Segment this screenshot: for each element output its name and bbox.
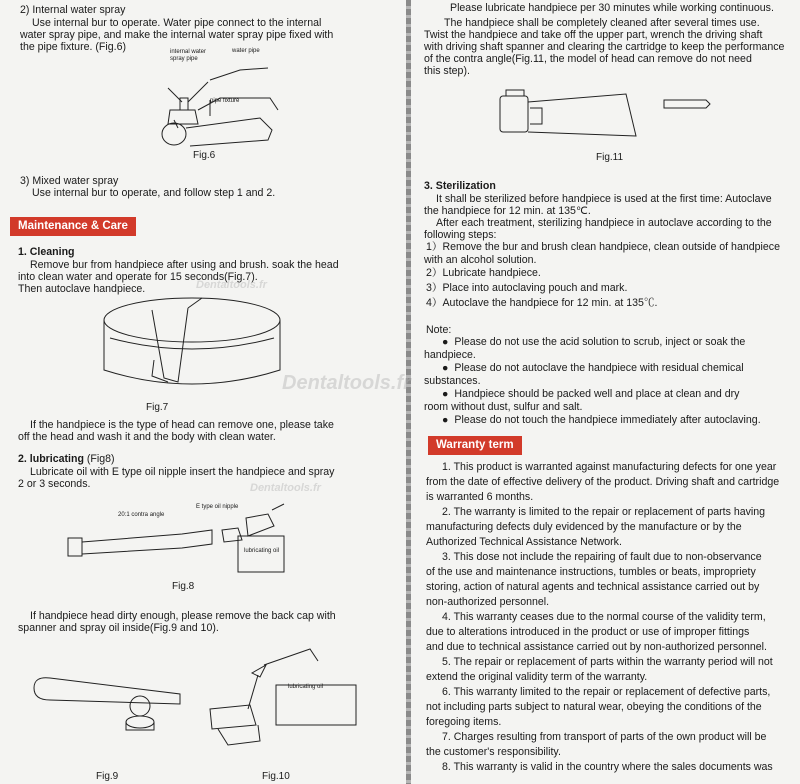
dirty-line: spanner and spray oil inside(Fig.9 and 10). (18, 622, 219, 634)
note-line: room without dust, sulfur and salt. (424, 401, 583, 413)
watermark-large: Dentaltools.fr (282, 372, 411, 394)
fig8-label-angle: 20:1 contra angle (118, 512, 165, 518)
fig6-label-internal: internal water (170, 49, 207, 55)
warranty-line: from the date of effective delivery of the product. Driving shaft and cartridge (426, 476, 780, 488)
step3-title: 3) Mixed water spray (20, 175, 119, 187)
fig11-illustration (496, 88, 726, 144)
fig11-caption: Fig.11 (596, 152, 624, 163)
warranty-line: 5. The repair or replacement of parts within the warranty period will not (442, 656, 773, 668)
step2-line: Use internal bur to operate. Water pipe connect to the internal (32, 17, 322, 29)
warranty-line: manufacturing defects duly evidenced by the manufacture or by the (426, 521, 742, 533)
intro-line: The handpiece shall be completely cleaned after several times use. (444, 17, 760, 29)
warranty-line: not including parts subject to natural wear, obeying the conditions of the (426, 701, 762, 713)
sterilization-title: 3. Sterilization (424, 180, 496, 192)
watermark-small-left: Dentaltools.fr (196, 279, 267, 291)
remove-head-line: off the head and wash it and the body with clean water. (18, 431, 276, 443)
fig8-label-nipple: E type oil nipple (196, 504, 239, 510)
fig7-caption: Fig.7 (146, 402, 169, 413)
maintenance-banner: Maintenance & Care (10, 217, 136, 236)
note-line: ● Please do not autoclave the handpiece with residual chemical (442, 362, 744, 374)
warranty-line: 4. This warranty ceases due to the normal course of the validity term, (442, 611, 766, 623)
fig6-caption: Fig.6 (193, 150, 216, 161)
note-label: Note: (426, 324, 452, 336)
step2-line: water spray pipe, and make the internal water spray pipe fixed with (20, 29, 334, 41)
fig6-label-fixture: pipe fixture (210, 98, 240, 104)
sterilization-line: following steps: (424, 229, 497, 241)
remove-head-line: If the handpiece is the type of head can remove one, please take (30, 419, 334, 431)
fig9-caption: Fig.9 (96, 771, 119, 782)
lubricating-line: Lubricate oil with E type oil nipple insert the handpiece and spray (30, 466, 335, 478)
note-line: ● Handpiece should be packed well and place at clean and dry (442, 388, 739, 400)
fig9-illustration (30, 670, 190, 760)
warranty-line: storing, action of natural agents and technical assistance carried out by (426, 581, 760, 593)
sterilization-line: with an alcohol solution. (424, 254, 537, 266)
warranty-line: 3. This dose not include the repairing of fault due to non-observance (442, 551, 762, 563)
intro-line: with driving shaft spanner and clearing the cartridge to keep the performance (424, 41, 785, 53)
right-page (412, 0, 800, 784)
warranty-line: 6. This warranty limited to the repair or replacement of defective parts, (442, 686, 771, 698)
warranty-line: of the use and maintenance instructions, tumbles or beats, impropriety (426, 566, 756, 578)
step2-title: 2) Internal water spray (20, 4, 126, 16)
fig10-illustration (200, 645, 370, 760)
warranty-line: 8. This warranty is valid in the country where the sales documents was (442, 761, 773, 773)
step2-line: the pipe fixture. (Fig.6) (20, 41, 126, 53)
note-line: ● Please do not use the acid solution to scrub, inject or soak the (442, 336, 745, 348)
warranty-line: non-authorized personnel. (426, 596, 550, 608)
sterilization-line: After each treatment, sterilizing handpiece in autoclave according to the (436, 217, 772, 229)
note-line: handpiece. (424, 349, 476, 361)
watermark-small: Dentaltools.fr (250, 482, 321, 494)
warranty-line: and due to technical assistance carried out by non-authorized personnel. (426, 641, 767, 653)
sterilization-line: It shall be sterilized before handpiece is used at the first time: Autoclave (436, 193, 772, 205)
sterilization-line: the handpiece for 12 min. at 135℃. (424, 205, 591, 217)
intro-line: Please lubricate handpiece per 30 minutes while working continuous. (450, 2, 774, 14)
warranty-line: due to alterations introduced in the product or use of improper fittings (426, 626, 750, 638)
fig6-label-water: water pipe (232, 48, 260, 54)
warranty-line: the customer's responsibility. (426, 746, 561, 758)
sterilization-line: 1）Remove the bur and brush clean handpiece, clean outside of handpiece (426, 241, 780, 253)
fig6-label-spray: spray pipe (170, 56, 198, 62)
fig8-label-oil: lubricating oil (244, 548, 280, 554)
fig8-illustration (62, 500, 312, 580)
lubricating-ref: (Fig8) (86, 453, 115, 465)
cleaning-line: into clean water and operate for 15 seconds(Fig.7). (18, 271, 258, 283)
sterilization-line: 4）Autoclave the handpiece for 12 min. at 135℃. (426, 297, 658, 309)
fig7-illustration (92, 290, 292, 395)
lubricating-line: 2 or 3 seconds. (18, 478, 91, 490)
warranty-line: 1. This product is warranted against manufacturing defects for one year (442, 461, 777, 473)
lubricating-heading (18, 453, 115, 465)
dirty-line: If handpiece head dirty enough, please remove the back cap with (30, 610, 336, 622)
intro-line: this step). (424, 65, 470, 77)
fig10-label-oil: lubricating oil (288, 684, 324, 690)
cleaning-title: 1. Cleaning (18, 246, 75, 258)
warranty-line: 2. The warranty is limited to the repair or replacement of parts having (442, 506, 766, 518)
warranty-line: foregoing items. (426, 716, 502, 728)
cleaning-line: Then autoclave handpiece. (18, 283, 146, 295)
warranty-banner: Warranty term (428, 436, 522, 455)
sterilization-line: 3）Place into autoclaving pouch and mark. (426, 282, 628, 294)
fig8-caption: Fig.8 (172, 581, 195, 592)
cleaning-line: Remove bur from handpiece after using and brush. soak the head (30, 259, 339, 271)
intro-line: of the contra angle(Fig.11, the model of head can remove do not need (424, 53, 752, 65)
lubricating-title: 2. lubricating (18, 453, 84, 465)
sterilization-line: 2）Lubricate handpiece. (426, 267, 541, 279)
fig10-caption: Fig.10 (262, 771, 290, 782)
step3-line: Use internal bur to operate, and follow step 1 and 2. (32, 187, 276, 199)
note-line: ● Please do not touch the handpiece immediately after autoclaving. (442, 414, 761, 426)
warranty-line: extend the original validity term of the warranty. (426, 671, 648, 683)
warranty-line: is warranted 6 months. (426, 491, 534, 503)
warranty-line: 7. Charges resulting from transport of parts of the own product will be (442, 731, 767, 743)
warranty-line: Authorized Technical Assistance Network. (426, 536, 622, 548)
note-line: substances. (424, 375, 481, 387)
intro-line: Twist the handpiece and take off the upper part, wrench the driving shaft (424, 29, 763, 41)
